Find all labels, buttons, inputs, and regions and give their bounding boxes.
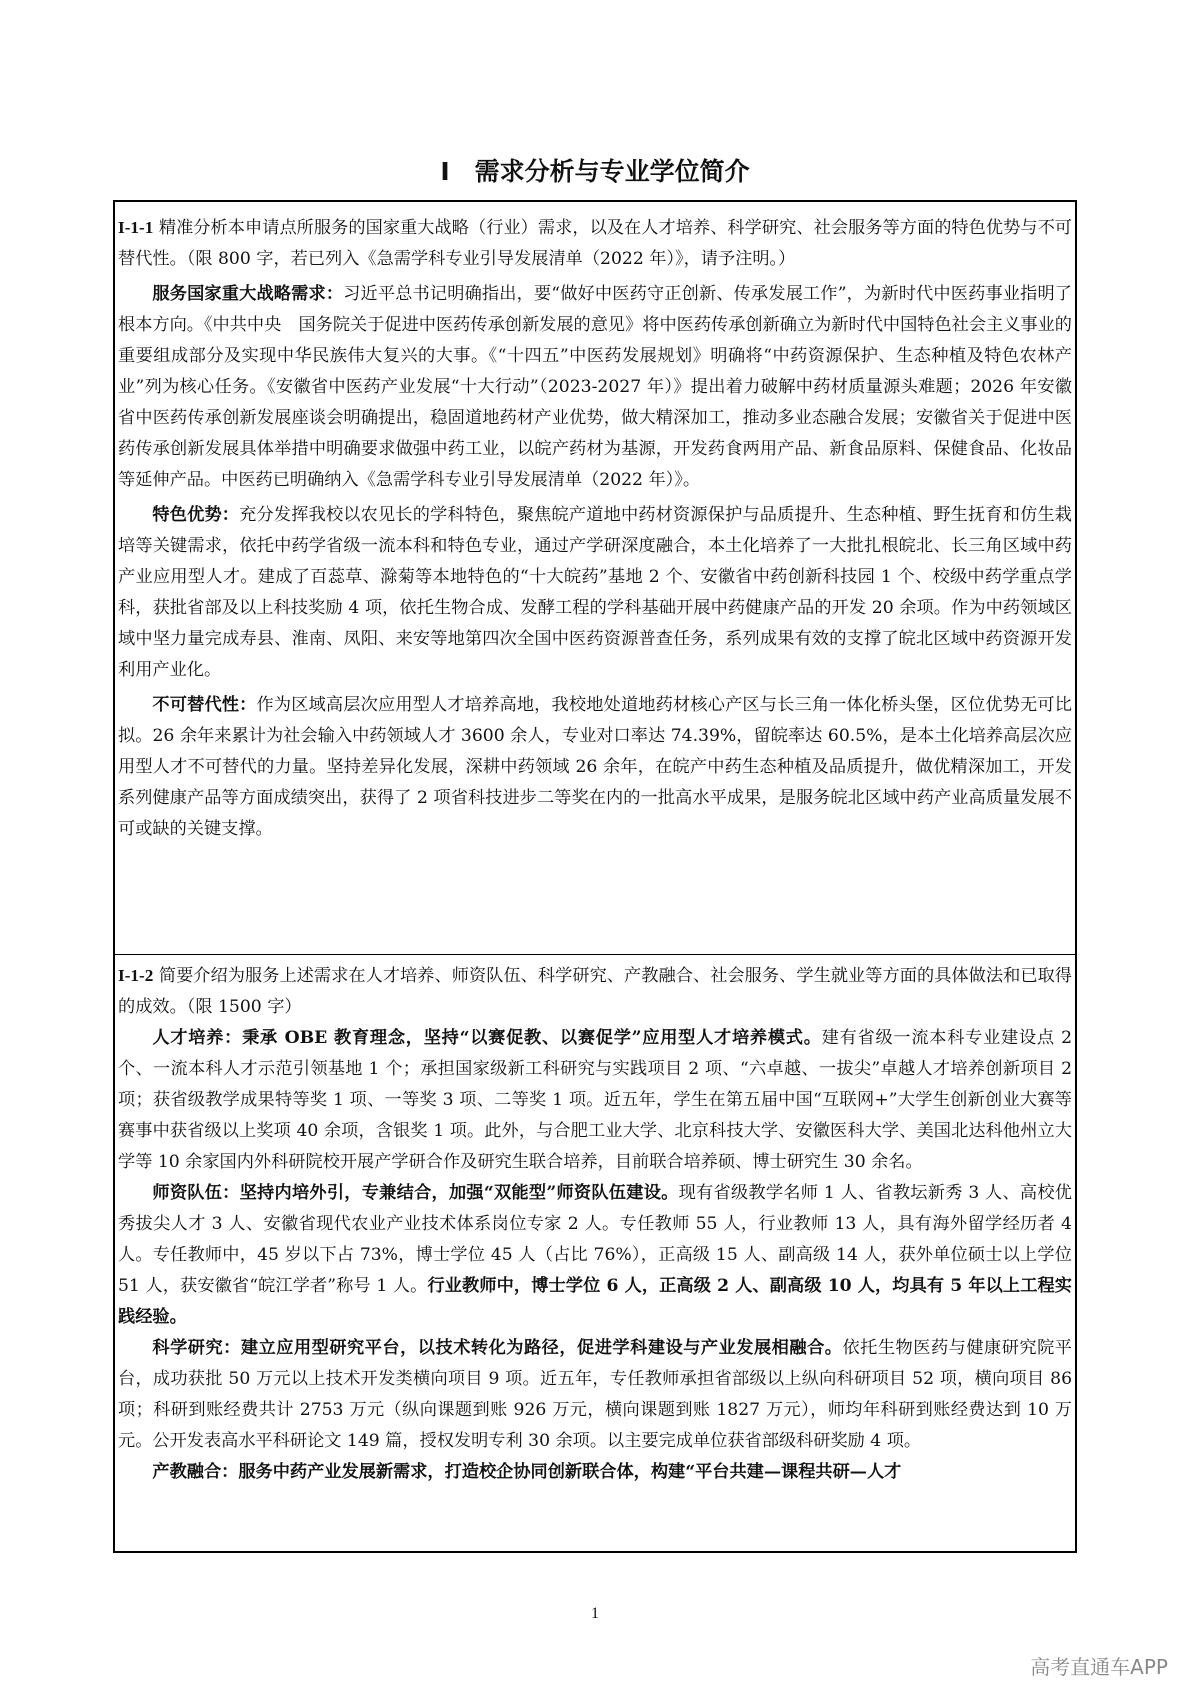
paragraph-body: 充分发挥我校以农见长的学科特色，聚焦皖产道地中药材资源保护与品质提升、生态种植、野生抚育和仿生栽培等关键需求，依托中药学省级一流本科和特色专业，通过产学研深度融合，本土化培养了一大批扎根皖北、长三角区域中药产业应用型人才。建成了百蕊草、滁菊等本地特色的“十大皖药”基地 2 个、安徽省中药创新科技园 1 个、校级中药学重点学科，获批省部及以上科技奖励 4 项，依托生物合成、发酵工程的学科基础开展中药健康产品的开发 20 余项。作为中药领域区域中坚力量完成寿县、淮南、凤阳、来安等地第四次全国中医药资源普查任务，系列成果有效的支撑了皖北区域中药资源开发利用产业化。 [118, 505, 1072, 680]
paragraph-industry [118, 1457, 1072, 1488]
page-title: I 需求分析与专业学位简介 [440, 157, 750, 186]
paragraph-heading: 服务国家重大战略需求： [152, 284, 344, 304]
paragraph-body: 现有省级教学名师 1 人、省教坛新秀 3 人、高校优秀拔尖人才 3 人、安徽省现代农业产业技术体系岗位专家 2 人。专任教师 55 人，行业教师 13 人，具有海外留学经历者 4 人。专任教师中，45 岁以下占 73%，博士学位 45 人（占比 76%），正高级 15 人、副高级 14 人，获外单位硕士以上学位 51 人，获安徽省“皖江学者”称号 1 人。 [118, 1183, 1072, 1296]
question-text: 精准分析本申请点所服务的国家重大战略（行业）需求，以及在人才培养、科学研究、社会服务等方面的特色优势与不可替代性。（限 800 字，若已列入《急需学科专业引导发展清单（2022 年）》，请予注明。） [118, 218, 1072, 269]
paragraph-body: 习近平总书记明确指出，要“做好中医药守正创新、传承发展工作”，为新时代中医药事业指明了根本方向。《中共中央 国务院关于促进中医药传承创新发展的意见》将中医药传承创新确立为新时代中国特色社会主义事业的重要组成部分及实现中华民族伟大复兴的大事。《“十四五”中医药发展规划》明确将“中药资源保护、生态种植及特色农林产业”列为核心任务。《安徽省中医药产业发展“十大行动”（2023-2027 年）》提出着力破解中药材质量源头难题；2026 年安徽省中医药传承创新发展座谈会明确提出，稳固道地药材产业优势，做大精深加工，推动多业态融合发展；安徽省关于促进中医药传承创新发展具体举措中明确要求做强中药工业，以皖产药材为基源，开发药食两用产品、新食品原料、保健食品、化妆品等延伸产品。中医药已明确纳入《急需学科专业引导发展清单（2022 年）》。 [118, 284, 1072, 490]
page-number: 1 [591, 1605, 599, 1622]
paragraph-body: 建有省级一流本科专业建设点 2 个、一流本科人才示范引领基地 1 个；承担国家级新工科研究与实践项目 2 项、“六卓越、一拔尖”卓越人才培养创新项目 2 项；获省级教学成果特等奖 1 项、一等奖 3 项、二等奖 1 项。近五年，学生在第五届中国“互联网+”大学生创新创业大赛等赛事中获省级以上奖项 40 余项，含银奖 1 项。此外，与合肥工业大学、北京科技大学、安徽医科大学、美国北达科他州立大学等 10 余家国内外科研院校开展产学研合作及研究生联合培养，目前联合培养硕、博士研究生 30 余名。 [118, 1028, 1073, 1172]
paragraph-emphasis: 行业教师中，博士学位 6 人，正高级 2 人、副高级 10 人，均具有 5 年以上工程实践经验。 [118, 1276, 1072, 1327]
question-i-1-2 [118, 960, 1072, 1023]
item-label: I-1-2 [118, 966, 154, 985]
paragraph-heading: 特色优势： [152, 505, 240, 525]
section-i-1-2 [115, 954, 1075, 1554]
paragraph-faculty [118, 1178, 1072, 1333]
paragraph-heading: 师资队伍：坚持内培外引，专兼结合，加强“双能型”师资队伍建设。 [152, 1183, 679, 1203]
paragraph-heading: 不可替代性： [152, 695, 257, 715]
paragraph-body: 作为区域高层次应用型人才培养高地，我校地处道地药材核心产区与长三角一体化桥头堡，区位优势无可比拟。26 余年来累计为社会输入中药领域人才 3600 余人，专业对口率达 74.39%，留皖率达 60.5%，是本土化培养高层次应用型人才不可替代的力量。坚持差异化发展，深耕中药领域 26 余年，在皖产中药生态种植及品质提升，做优精深加工，开发系列健康产品等方面成绩突出，获得了 2 项省科技进步二等奖在内的一批高水平成果，是服务皖北区域中药产业高质量发展不可或缺的关键支撑。 [118, 695, 1072, 839]
paragraph-research [118, 1333, 1072, 1457]
question-i-1-1 [118, 212, 1072, 275]
question-text: 简要介绍为服务上述需求在人才培养、师资队伍、科学研究、产教融合、社会服务、学生就业等方面的具体做法和已取得的成效。（限 1500 字） [118, 966, 1072, 1017]
paragraph-heading: 科学研究：建立应用型研究平台，以技术转化为路径，促进学科建设与产业发展相融合。 [152, 1338, 843, 1358]
paragraph-irreplaceability [118, 690, 1072, 845]
section-i-1-1 [115, 202, 1075, 955]
paragraph-body: 依托生物医药与健康研究院平台，成功获批 50 万元以上技术开发类横向项目 9 项。近五年，专任教师承担省部级以上纵向科研项目 52 项，横向项目 86 项；科研到账经费共计 2753 万元（纵向课题到账 926 万元，横向课题到账 1827 万元），师均年科研到账经费达到 10 万元。公开发表高水平科研论文 149 篇，授权发明专利 30 余项。以主要完成单位获省部级科研奖励 4 项。 [118, 1338, 1072, 1451]
paragraph-advantages [118, 500, 1072, 686]
paragraph-talent [118, 1023, 1072, 1178]
content-table [113, 200, 1077, 1553]
paragraph-heading: 人才培养：秉承 OBE 教育理念，坚持“以赛促教、以赛促学”应用型人才培养模式。 [152, 1028, 822, 1048]
paragraph-heading: 产教融合：服务中药产业发展新需求，打造校企协同创新联合体，构建“平台共建—课程共研—人才 [152, 1462, 902, 1482]
watermark: 高考直通车APP [1030, 1655, 1168, 1679]
paragraph-strategy [118, 279, 1072, 496]
item-label: I-1-1 [118, 218, 154, 237]
